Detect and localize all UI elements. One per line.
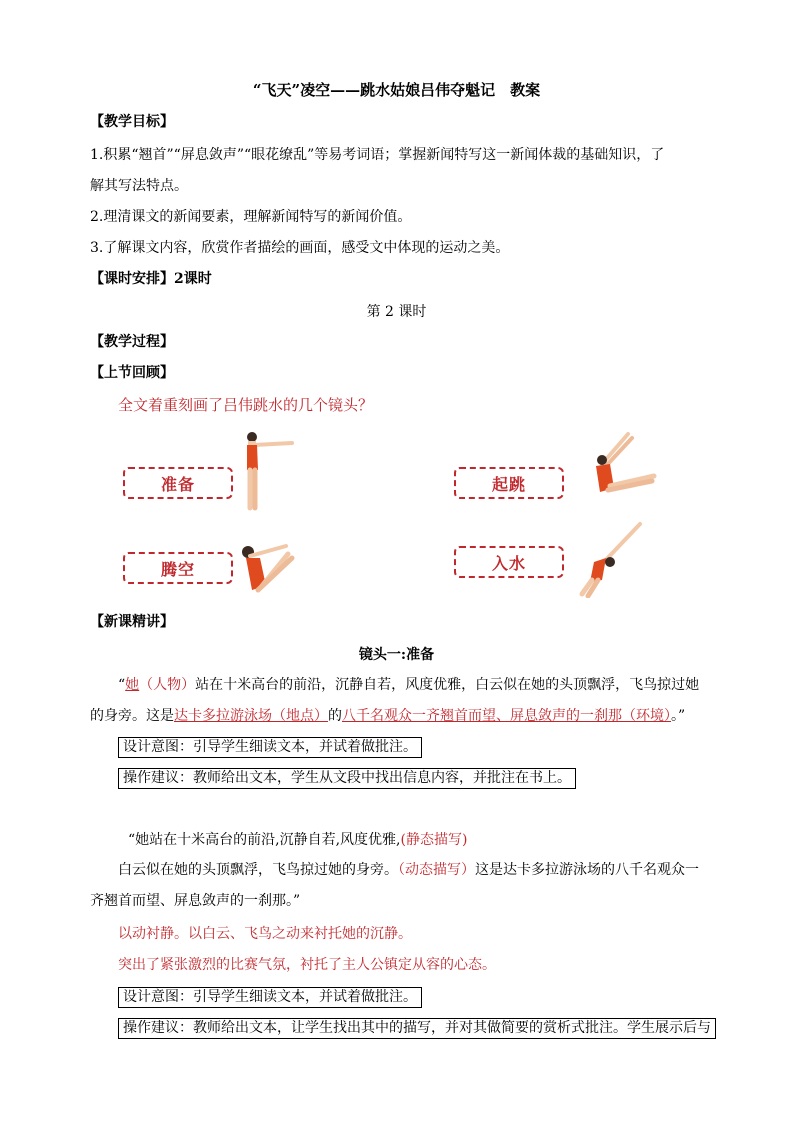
dynamic-description-tag: （动态描写） [398,862,475,878]
passage-place: 达卡多拉游泳场（地点） [174,708,328,724]
passage-line-2: 的身旁。这是达卡多拉游泳场（地点）的八千名观众一齐翘首而望、屏息敛声的一刹那（环境）。” [90,708,686,724]
operation-suggestion-box-2: 操作建议：教师给出文本，让学生找出其中的描写，并对其做简要的赏析式批注。学生展示后与 [118,1018,716,1039]
goal-line-1: 1.积累“翘首”“屏息敛声”“眼花缭乱”等易考词语；掌握新闻特写这一新闻体裁的基础知识，了 [90,147,665,163]
passage-environment: 八千名观众一齐翘首而望、屏息敛声的一刹那（环境） [342,708,671,724]
analysis-comment-2: 突出了紧张激烈的比赛气氛，衬托了主人公镇定从容的心态。 [118,957,496,973]
shot-label-takeoff: 起跳 [454,467,564,499]
passage-person-tag: （人物） [139,677,196,693]
goals-heading: 【教学目标】 [90,114,174,130]
design-intent-box-1: 设计意图：引导学生细读文本，并试着做批注。 [118,737,422,758]
static-description-tag: (静态描写) [400,832,468,848]
diver-entry-figure [576,518,646,598]
page-title: “飞天”凌空——跳水姑娘吕伟夺魁记 教案 [252,81,541,99]
goal-line-1-cont: 解其写法特点。 [90,178,188,194]
shot-label-airborne: 腾空 [123,552,233,584]
shot1-heading: 镜头一:准备 [358,647,435,663]
diver-standing-figure [236,428,296,512]
new-lesson-heading: 【新课精讲】 [90,614,174,630]
analysis-comment-1: 以动衬静。以白云、飞鸟之动来衬托她的沉静。 [118,926,412,942]
analysis-line-2: 白云似在她的头顶飘浮，飞鸟掠过她的身旁。（动态描写）这是达卡多拉游泳场的八千名观众一 [118,862,699,878]
operation-suggestion-box-1: 操作建议：教师给出文本，学生从文段中找出信息内容，并批注在书上。 [118,768,576,789]
passage-person-she: 她 [125,677,140,693]
design-intent-box-2: 设计意图：引导学生细读文本，并试着做批注。 [118,987,422,1008]
review-heading: 【上节回顾】 [90,365,174,381]
shot-label-entry: 入水 [454,546,564,578]
process-heading: 【教学过程】 [90,334,174,350]
diver-airborne-figure [232,540,302,604]
review-question: 全文着重刻画了吕伟跳水的几个镜头？ [118,396,374,414]
shot-label-prepare: 准备 [123,467,233,499]
goal-line-2: 2.理清课文的新闻要素，理解新闻特写的新闻价值。 [90,209,412,225]
schedule-heading: 【课时安排】2课时 [90,271,212,287]
analysis-line-3: 齐翘首而望、屏息敛声的一刹那。” [90,893,301,909]
diver-takeoff-figure [588,430,658,498]
passage-line-1: “她（人物）站在十米高台的前沿，沉静自若，风度优雅，白云似在她的头顶飘浮，飞鸟掠过她 [118,677,700,693]
goal-line-3: 3.了解课文内容，欣赏作者描绘的画面，感受文中体现的运动之美。 [90,240,510,256]
lesson-number: 第 2 课时 [366,304,427,320]
analysis-line-1: “她站在十米高台的前沿,沉静自若,风度优雅,(静态描写) [128,832,468,848]
